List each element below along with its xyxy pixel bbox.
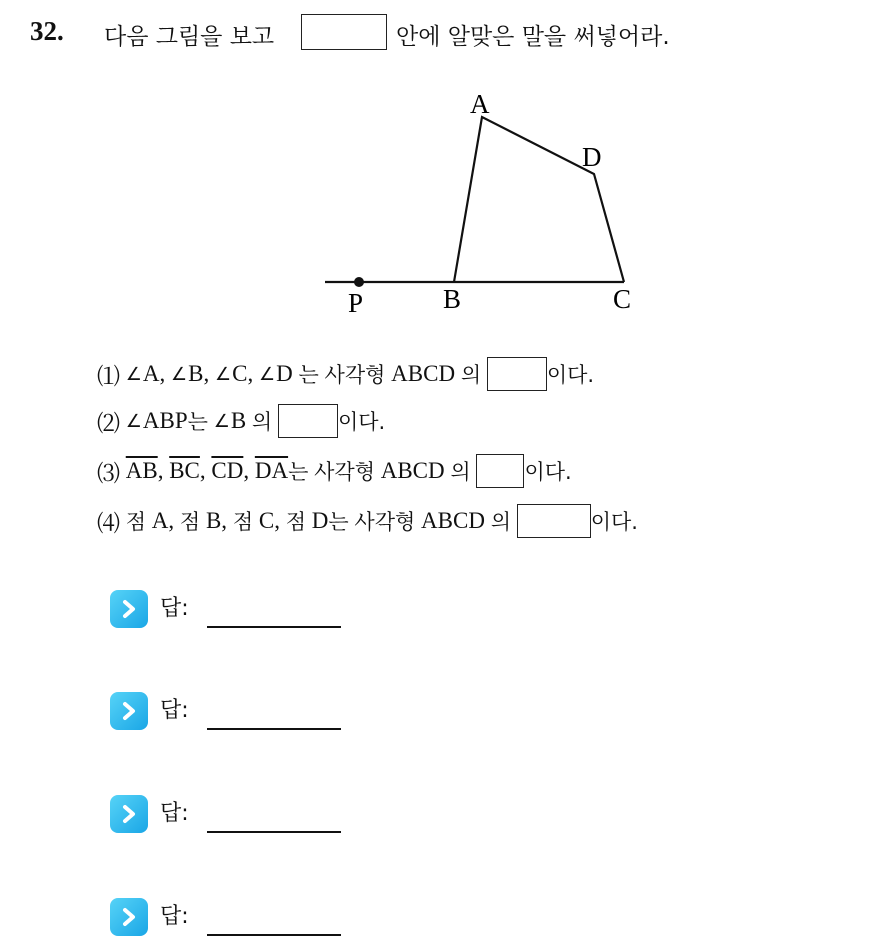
angle-a: A, xyxy=(142,361,166,386)
question-text-before: 다음 그림을 보고 xyxy=(104,24,275,50)
answer-row-3 xyxy=(110,795,341,833)
answer-label: 답: xyxy=(160,801,189,826)
answer-label: 답: xyxy=(160,904,189,929)
word-point: 점 xyxy=(179,510,201,534)
angle-symbol: ∠ xyxy=(125,410,142,431)
item-3: ⑶ $\overline{AB}$ , $\overline{BC}$ , $\overline{CD}$ , $\overline{DA}$ 는 사각형 ABCD 의 이다. xyxy=(97,454,572,488)
angle-symbol: ∠ xyxy=(171,363,188,384)
word-quadrilateral: 사각형 xyxy=(354,510,416,534)
shape-name: ABCD xyxy=(391,361,456,386)
item-4-blank-box xyxy=(517,504,591,538)
shape-name: ABCD xyxy=(380,458,445,483)
chevron-right-icon xyxy=(110,692,148,730)
question-blank-box xyxy=(301,14,387,50)
particle: 는 xyxy=(298,363,319,387)
point-p-dot xyxy=(354,277,364,287)
point-c: C, xyxy=(258,508,280,533)
segment-cd: $\overline{CD}$ xyxy=(211,458,244,483)
point-d: D xyxy=(311,508,329,533)
item-1 xyxy=(97,357,594,391)
word-quadrilateral: 사각형 xyxy=(314,460,375,484)
shape-name: ABCD xyxy=(421,508,485,533)
item-3-ending: 이다. xyxy=(524,460,572,484)
question-number: 32. xyxy=(30,16,64,46)
answer-input-line[interactable] xyxy=(207,626,341,628)
word-point: 점 xyxy=(125,510,147,534)
answer-label: 답: xyxy=(160,596,189,621)
word-quadrilateral: 사각형 xyxy=(324,363,386,387)
angle-c: C, xyxy=(232,361,254,386)
chevron-right-icon xyxy=(110,795,148,833)
answer-label: 답: xyxy=(160,698,189,723)
particle: 는 xyxy=(328,510,349,534)
angle-symbol: ∠ xyxy=(258,363,276,384)
angle-symbol: ∠ xyxy=(215,363,232,384)
item-4-ending: 이다. xyxy=(590,510,638,534)
angle-symbol: ∠ xyxy=(125,363,142,384)
item-1-number: ⑴ xyxy=(97,363,120,389)
word-point: 점 xyxy=(232,510,254,534)
item-4 xyxy=(97,504,638,538)
answer-input-line[interactable] xyxy=(207,831,341,833)
segment-bc: $\overline{BC}$ xyxy=(169,458,200,483)
answer-row-2 xyxy=(110,692,341,730)
particle-of: 의 xyxy=(490,510,511,534)
segment-ab: $\overline{AB}$ xyxy=(125,458,158,483)
angle-b: B xyxy=(230,408,247,433)
item-4-number: ⑷ xyxy=(97,510,120,536)
point-b: B, xyxy=(205,508,228,533)
question-text-after: 안에 알맞은 말을 써넣어라. xyxy=(396,24,670,50)
particle-of: 의 xyxy=(460,363,482,387)
item-3-blank-box xyxy=(476,454,524,488)
particle-of: 의 xyxy=(251,410,273,434)
label-c: C xyxy=(613,284,632,314)
chevron-right-icon xyxy=(110,898,148,936)
particle: 는 xyxy=(288,460,309,484)
label-d: D xyxy=(582,142,602,172)
particle: 는 xyxy=(187,410,208,434)
angle-d: D xyxy=(276,361,293,386)
particle-of: 의 xyxy=(450,460,471,484)
quadrilateral-figure xyxy=(300,85,660,325)
word-point: 점 xyxy=(285,510,306,534)
item-2-blank-box xyxy=(278,404,338,438)
item-3-number: ⑶ xyxy=(97,460,120,486)
item-1-ending: 이다. xyxy=(546,363,595,387)
angle-symbol: ∠ xyxy=(213,410,230,431)
label-p: P xyxy=(348,288,364,318)
item-1-blank-box xyxy=(487,357,547,391)
answer-input-line[interactable] xyxy=(207,934,341,936)
angle-abp: ABP xyxy=(142,408,188,433)
item-2-ending: 이다. xyxy=(337,410,386,434)
point-a: A, xyxy=(151,508,175,533)
item-2-number: ⑵ xyxy=(97,410,120,436)
answer-input-line[interactable] xyxy=(207,728,341,730)
chevron-right-icon xyxy=(110,590,148,628)
angle-b: B, xyxy=(188,361,210,386)
segment-da: $\overline{DA}$ xyxy=(254,458,289,483)
label-b: B xyxy=(443,284,462,314)
label-a: A xyxy=(470,89,490,119)
item-2 xyxy=(97,404,385,438)
answer-row-1 xyxy=(110,590,341,628)
answer-row-4 xyxy=(110,898,341,936)
